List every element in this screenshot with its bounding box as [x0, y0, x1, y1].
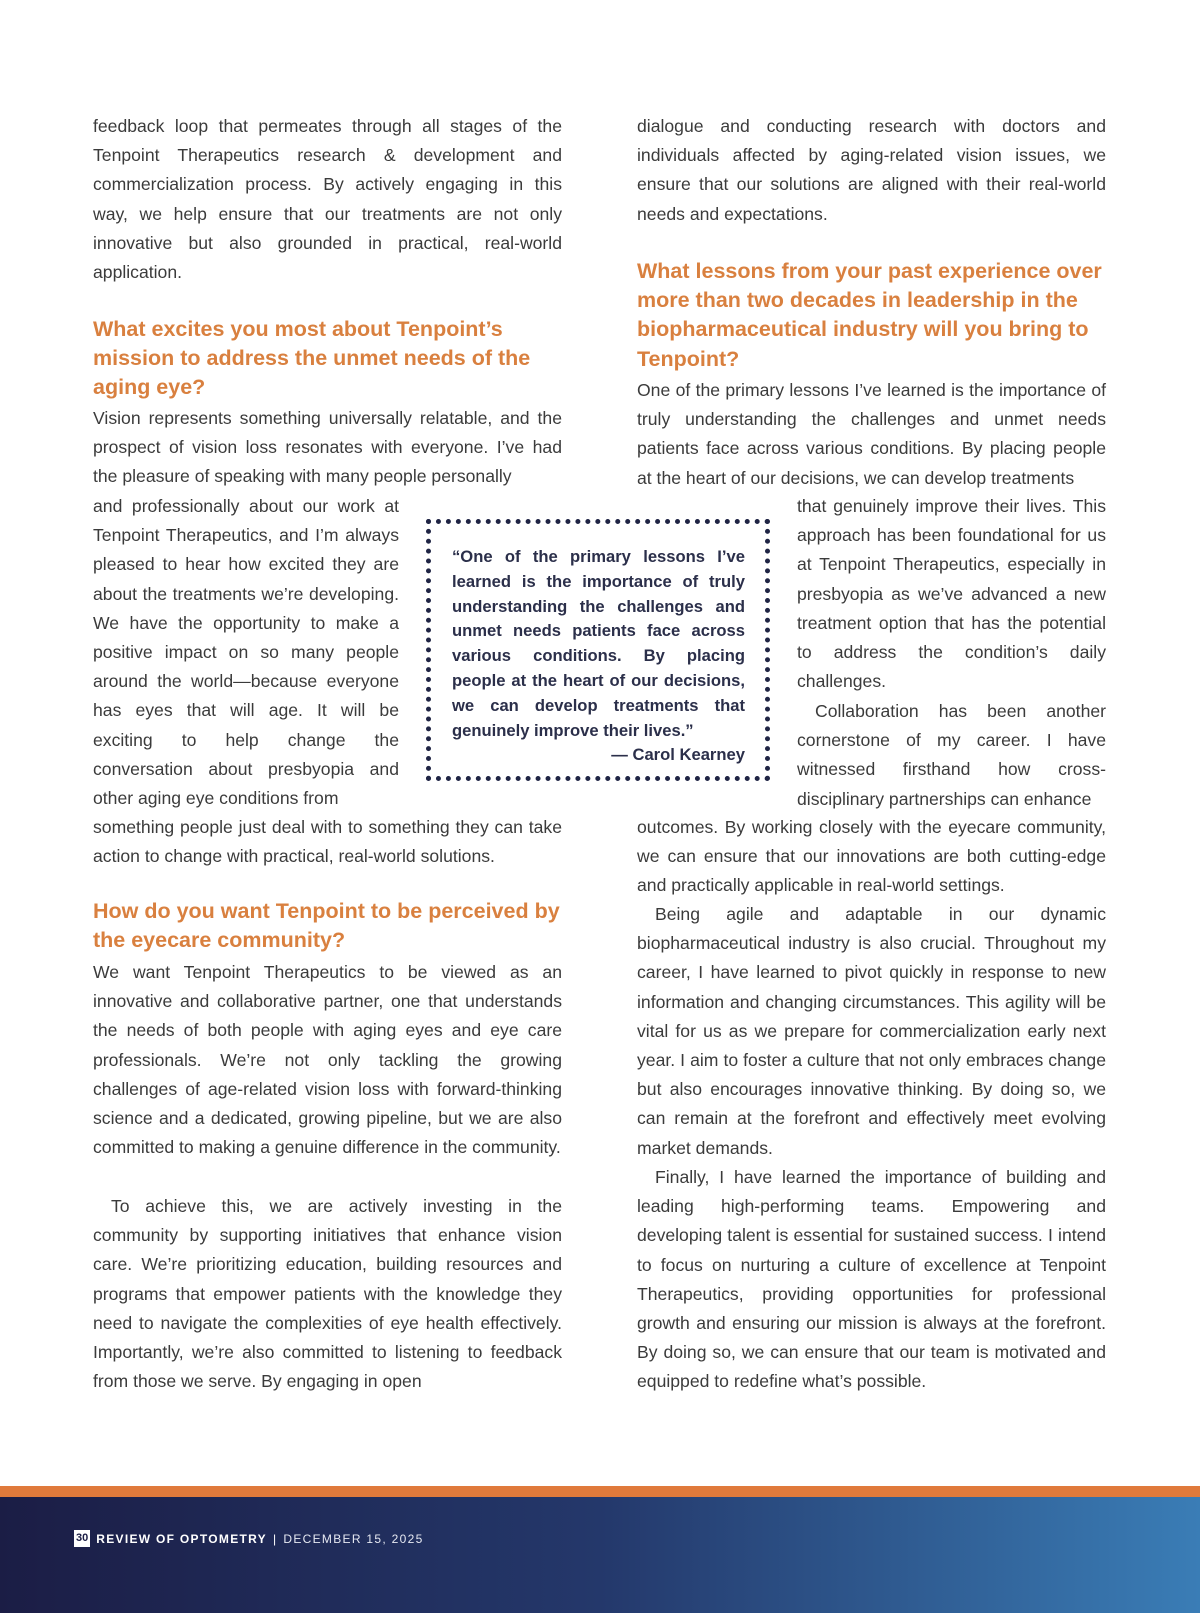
issue-date: DECEMBER 15, 2025 [283, 1531, 424, 1546]
pull-quote-attribution: — Carol Kearney [611, 745, 745, 765]
vision-paragraph-wrap: and professionally about our work at Tenpoint Therapeutics, and I’m always pleased to hear how excited they are about the treatments we’re developing. We have the opportunity to make a positive impact on so many people around the world—because everyone has eyes that will age. It will be exciting to help change the conversation about presbyopia and other aging eye conditions from [93, 496, 399, 809]
lessons-paragraph-wrap: that genuinely improve their lives. This approach has been foundational for us at Tenpoint Therapeutics, especially in presbyopia as we’ve advanced a new treatment option that has the potential to address the condition’s daily challenges. [797, 496, 1106, 692]
footer-accent-stripe [0, 1486, 1200, 1497]
dialogue-paragraph: dialogue and conducting research with doctors and individuals affected by aging-related vision issues, we ensure that our solutions are aligned with their real-world needs and expectations. [637, 116, 1106, 224]
footer-band [0, 1497, 1200, 1613]
perceived-paragraph: We want Tenpoint Therapeutics to be viewed as an innovative and collaborative partner, one that understands the needs of both people with aging eyes and eye care professionals. We’re not only tackling the growing challenges of age-related vision loss with forward-thinking science and a dedicated, growing pipeline, but we are also committed to making a genuine difference in the community. [93, 962, 562, 1158]
vision-paragraph-bottom: something people just deal with to something they can take action to change with practical, real-world solutions. [93, 817, 562, 867]
finally-paragraph: Finally, I have learned the importance of building and leading high-performing teams. Empowering and developing talent is essential for sustained success. I intend to focus on nurturing a culture of excellence at Tenpoint Therapeutics, providing opportunities for professional growth and ensuring our mission is always at the forefront. By doing so, we can ensure that our team is motivated and equipped to redefine what’s possible. [637, 1167, 1106, 1392]
footer-line [74, 1530, 424, 1547]
collab-paragraph-bottom: outcomes. By working closely with the eyecare community, we can ensure that our innovations are both cutting-edge and practically applicable in real-world settings. [637, 817, 1106, 896]
agile-paragraph: Being agile and adaptable in our dynamic biopharmaceutical industry is also crucial. Throughout my career, I have learned to pivot quickly in response to new information and changing circumstances. This agility will be vital for us as we prepare for commercialization early next year. I aim to foster a culture that not only embraces change but also encourages innovative thinking. By doing so, we can remain at the forefront and effectively meet evolving market demands. [637, 904, 1106, 1158]
heading-lessons: What lessons from your past experience over more than two decades in leadership in the biopharmaceutical industry will you bring to Tenpoint? [637, 259, 1102, 371]
pull-quote-box [426, 519, 770, 781]
magazine-title: REVIEW OF OPTOMETRY [96, 1531, 267, 1546]
collab-paragraph-wrap: Collaboration has been another cornerstone of my career. I have witnessed firsthand how cross-disciplinary partnerships can enhance [797, 701, 1106, 809]
heading-excites: What excites you most about Tenpoint’s mission to address the unmet needs of the aging eye? [93, 317, 531, 400]
pull-quote-text: “One of the primary lessons I’ve learned is the importance of truly understanding the challenges and unmet needs patients face across various conditions. By placing people at the heart of our decisions, we can develop treatments that genuinely improve their lives.” [452, 547, 745, 740]
intro-paragraph: feedback loop that permeates through all stages of the Tenpoint Therapeutics research & development and commercialization process. By actively engaging in this way, we help ensure that our treatments are not only innovative but also grounded in practical, real-world application. [93, 116, 562, 283]
vision-paragraph-top: Vision represents something universally relatable, and the prospect of vision loss resonates with everyone. I’ve had the pleasure of speaking with many people personally [93, 408, 562, 487]
heading-perceived: How do you want Tenpoint to be perceived by the eyecare community? [93, 899, 560, 953]
footer-separator: | [272, 1531, 278, 1546]
achieve-paragraph: To achieve this, we are actively investing in the community by supporting initiatives that enhance vision care. We’re prioritizing education, building resources and programs that empower patients with the knowledge they need to navigate the complexities of eye health effectively. Importantly, we’re also committed to listening to feedback from those we serve. By engaging in open [93, 1196, 562, 1392]
page-number: 30 [74, 1530, 90, 1547]
lessons-paragraph-top: One of the primary lessons I’ve learned is the importance of truly understanding the challenges and unmet needs patients face across various conditions. By placing people at the heart of our decisions, we can develop treatments [637, 380, 1106, 488]
